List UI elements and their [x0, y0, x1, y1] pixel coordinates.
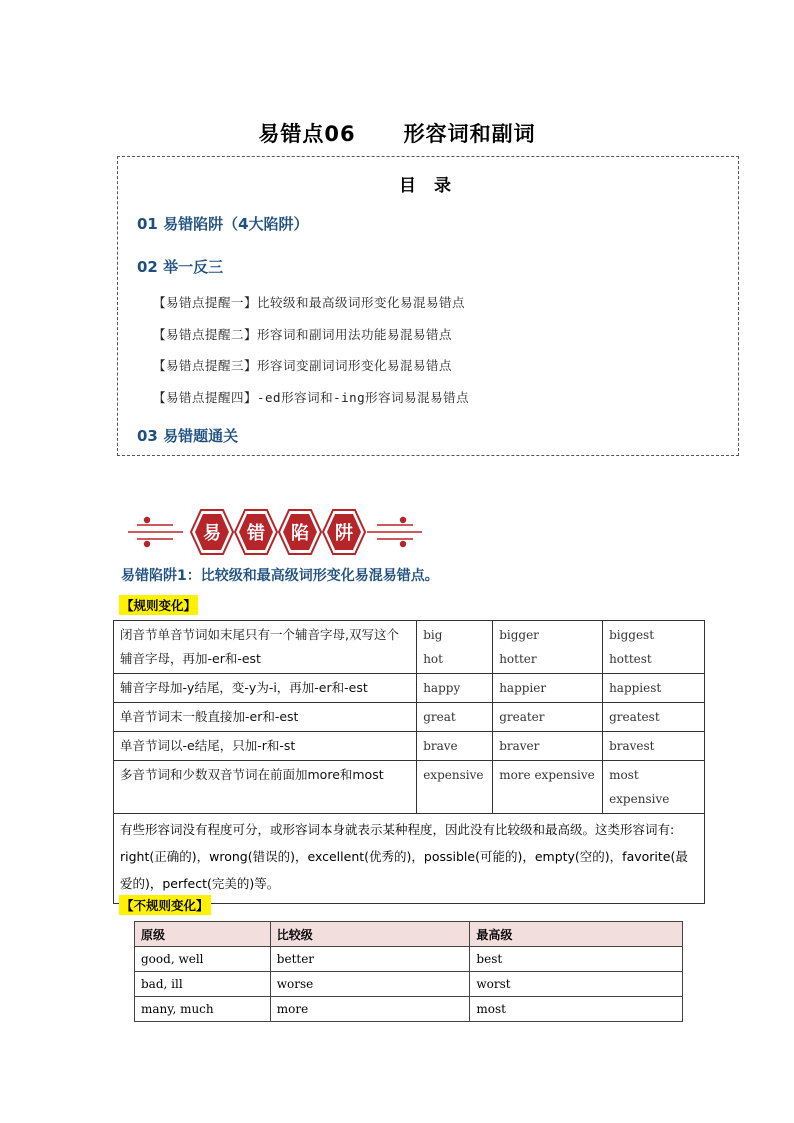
comparative-cell: better [270, 947, 470, 972]
toc-item-4[interactable]: 【易错点提醒四】-ed形容词和-ing形容词易混易错点 [153, 390, 470, 405]
toc-section-3[interactable]: 03 易错题通关 [137, 427, 239, 445]
table-row [114, 621, 705, 674]
toc-item-1[interactable]: 【易错点提醒一】比较级和最高级词形变化易混易错点 [153, 295, 466, 310]
comparative-cell: bigger hotter [493, 621, 603, 674]
toc-item-3[interactable]: 【易错点提醒三】形容词变副词词形变化易混易错点 [153, 358, 453, 373]
base-form-cell: big hot [417, 621, 493, 674]
section-title-trap-1: 易错陷阱1：比较级和最高级词形变化易混易错点。 [121, 568, 439, 584]
superlative-cell: greatest [603, 703, 705, 732]
tag-regular: 【规则变化】 [119, 595, 198, 615]
header-base: 原级 [135, 922, 271, 947]
toc-section-2[interactable]: 02 举一反三 [137, 258, 224, 276]
comparative-cell: braver [493, 732, 603, 761]
banner-right-ornament [367, 518, 422, 547]
tag-irregular: 【不规则变化】 [119, 895, 211, 915]
banner-char-4: 阱 [335, 523, 353, 544]
base-form-cell: great [417, 703, 493, 732]
rule-cell: 单音节词末一般直接加-er和-est [114, 703, 417, 732]
table-row [114, 761, 705, 814]
table-row [135, 997, 683, 1022]
base-form-cell: brave [417, 732, 493, 761]
header-comparative: 比较级 [270, 922, 470, 947]
superlative-cell: biggest hottest [603, 621, 705, 674]
rule-cell: 多音节词和少数双音节词在前面加more和most [114, 761, 417, 814]
superlative-cell: bravest [603, 732, 705, 761]
base-form-cell: bad, ill [135, 972, 271, 997]
table-row [114, 674, 705, 703]
toc-item-2[interactable]: 【易错点提醒二】形容词和副词用法功能易混易错点 [153, 327, 453, 342]
regular-changes-table [113, 620, 705, 904]
toc-heading: 目 录 [399, 176, 457, 196]
base-form-cell: happy [417, 674, 493, 703]
rule-cell: 单音节词以-e结尾，只加-r和-st [114, 732, 417, 761]
table-of-contents [117, 156, 739, 456]
comparative-cell: more [270, 997, 470, 1022]
base-form-cell: good, well [135, 947, 271, 972]
banner-hexagon-1 [191, 510, 233, 554]
header-superlative: 最高级 [470, 922, 683, 947]
superlative-cell: best [470, 947, 683, 972]
base-form-cell: many, much [135, 997, 271, 1022]
banner-left-ornament [128, 518, 183, 547]
title-topic: 形容词和副词 [403, 122, 536, 146]
comparative-cell: worse [270, 972, 470, 997]
superlative-cell: most expensive [603, 761, 705, 814]
banner-hexagon-4 [323, 510, 365, 554]
table-row [135, 947, 683, 972]
base-form-cell: expensive [417, 761, 493, 814]
comparative-cell: more expensive [493, 761, 603, 814]
banner-char-1: 易 [203, 523, 221, 544]
toc-section-1[interactable]: 01 易错陷阱（4大陷阱） [137, 215, 309, 233]
banner-hexagon-2 [235, 510, 277, 554]
table-row [114, 732, 705, 761]
no-comparison-note: 有些形容词没有程度可分，或形容词本身就表示某种程度，因此没有比较级和最高级。这类形容词有: right(正确的)，wrong(错误的)，excellent(优秀的)，possible(可能的)，empty(空的)，favorite(最爱的)，perfect(完美的)等。 [114, 814, 705, 904]
rule-cell: 辅音字母加-y结尾，变-y为-i，再加-er和-est [114, 674, 417, 703]
banner-char-2: 错 [247, 523, 265, 544]
superlative-cell: happiest [603, 674, 705, 703]
table-row [114, 703, 705, 732]
irregular-changes-table [134, 921, 683, 1022]
table-row [135, 972, 683, 997]
title-number: 易错点06 [258, 122, 356, 146]
superlative-cell: worst [470, 972, 683, 997]
page-title [0, 118, 794, 148]
banner-hexagon-3 [279, 510, 321, 554]
comparative-cell: greater [493, 703, 603, 732]
rule-cell: 闭音节单音节词如末尾只有一个辅音字母,双写这个辅音字母，再加-er和-est [114, 621, 417, 674]
irregular-header-row [135, 922, 683, 947]
comparative-cell: happier [493, 674, 603, 703]
table-row-note [114, 814, 705, 904]
superlative-cell: most [470, 997, 683, 1022]
banner-traps [125, 506, 425, 558]
banner-char-3: 陷 [291, 523, 309, 544]
